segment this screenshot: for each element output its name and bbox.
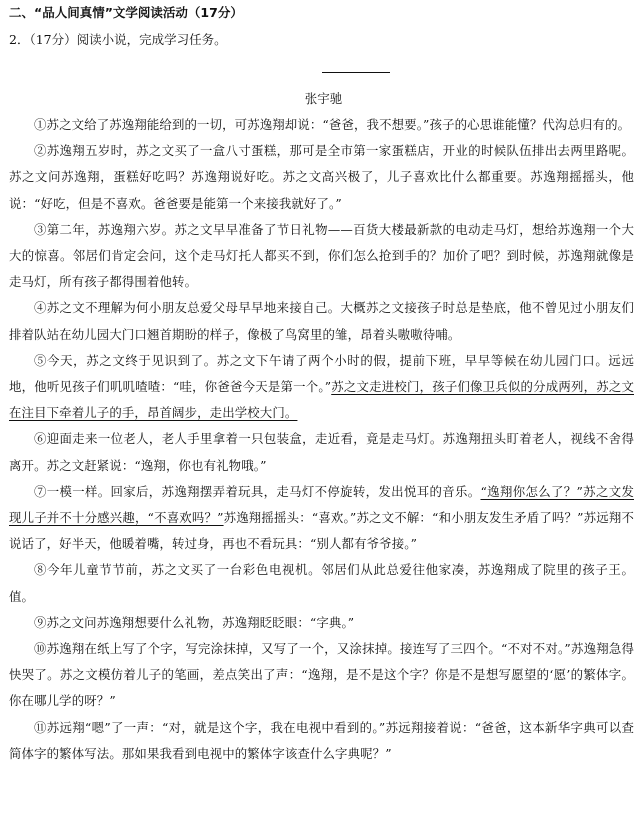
section-title: 二、“品人间真情”文学阅读活动（17分） bbox=[9, 5, 243, 20]
story-paragraph-6 bbox=[9, 426, 634, 478]
paragraph-text: ⑩苏逸翔在纸上写了个字，写完涂抹掉，又写了一个，又涂抹掉。接连写了三四个。“不对不对。”苏逸翔急得快哭了。苏之文模仿着儿子的笔画，差点笑出了声：“逸翔，是不是这个字？你是不是想写愿望的‘愿’的繁体字。你在哪儿学的呀？” bbox=[9, 641, 634, 709]
story-paragraph-2 bbox=[9, 138, 634, 217]
story-body bbox=[9, 112, 634, 767]
story-paragraph-4 bbox=[9, 295, 634, 347]
story-paragraph-3 bbox=[9, 217, 634, 296]
story-paragraph-5 bbox=[9, 348, 634, 427]
story-paragraph-10 bbox=[9, 636, 634, 715]
story-title-blank bbox=[322, 72, 390, 73]
story-paragraph-11 bbox=[9, 715, 634, 767]
paragraph-text: ⑦一模一样。回家后，苏逸翔摆弄着玩具，走马灯不停旋转，发出悦耳的音乐。 bbox=[34, 483, 481, 499]
underlined-sentence: 苏之文走进校门，孩子们像卫兵似的分成两列，苏之文在注目下牵着儿子的手，昂首阔步，走出学校大门。 bbox=[9, 379, 634, 421]
paragraph-text: ①苏之文给了苏逸翔能给到的一切，可苏逸翔却说：“爸爸，我不想要。”孩子的心思谁能懂？代沟总归有的。 bbox=[34, 117, 631, 132]
paragraph-text: 苏逸翔摇摇头：“喜欢。”苏之文不解：“和小朋友发生矛盾了吗？”苏远翔不说话了，好半天，他暖着嘴，转过身，再也不看玩具：“别人都有爷爷接。” bbox=[9, 510, 634, 552]
story-paragraph-7 bbox=[9, 479, 634, 558]
story-paragraph-8 bbox=[9, 557, 634, 609]
story-paragraph-1 bbox=[9, 112, 634, 138]
paragraph-text: ④苏之文不理解为何小朋友总爱父母早早地来接自己。大概苏之文接孩子时总是垫底，他不曾见过小朋友们排着队站在幼儿园大门口翘首期盼的样子，像极了鸟窝里的雏，昂着头嗷嗷待哺。 bbox=[9, 300, 634, 342]
paragraph-text: ⑤今天，苏之文终于见识到了。苏之文下午请了两个小时的假，提前下班，早早等候在幼儿园门口。远远地，他听见孩子们叽叽喳喳：“哇，你爸爸今天是第一个。” bbox=[9, 352, 634, 395]
question-prompt: 2．（17分）阅读小说，完成学习任务。 bbox=[9, 32, 227, 47]
paragraph-text: ⑥迎面走来一位老人，老人手里拿着一只包装盒，走近看，竟是走马灯。苏逸翔扭头盯着老人，视线不舍得离开。苏之文赶紧说：“逸翔，你也有礼物哦。” bbox=[9, 431, 634, 473]
paragraph-text: ③第二年，苏逸翔六岁。苏之文早早准备了节日礼物——百货大楼最新款的电动走马灯，想给苏逸翔一个大大的惊喜。邻居们肯定会问，这个走马灯托人都买不到，你们怎么抢到手的？加价了吧？到时候，苏逸翔就像是走马灯，所有孩子都得围着他转。 bbox=[9, 221, 634, 290]
paragraph-text: ②苏逸翔五岁时，苏之文买了一盒八寸蛋糕，那可是全市第一家蛋糕店，开业的时候队伍排出去两里路呢。苏之文问苏逸翔，蛋糕好吃吗？苏逸翔说好吃。苏之文高兴极了，儿子喜欢比什么都重要。苏逸翔摇摇头，他说：“好吃，但是不喜欢。爸爸要是能第一个来接我就好了。” bbox=[9, 143, 634, 211]
underlined-sentence: “逸翔你怎么了？”苏之文发现儿子并不十分感兴趣，“不喜欢吗？” bbox=[9, 483, 634, 526]
paragraph-text: ⑧今年儿童节节前，苏之文买了一台彩色电视机。邻居们从此总爱往他家凑，苏逸翔成了院里的孩子王。值。 bbox=[9, 562, 634, 604]
story-paragraph-9 bbox=[9, 610, 634, 636]
paragraph-text: ⑨苏之文问苏逸翔想要什么礼物，苏逸翔眨眨眼：“字典。” bbox=[34, 614, 355, 630]
paragraph-text: ⑪苏远翔“嗯”了一声：“对，就是这个字，我在电视中看到的。”苏远翔接着说：“爸爸，这本新华字典可以查简体字的繁体写法。那如果我看到电视中的繁体字该查什么字典呢？” bbox=[9, 719, 634, 761]
story-author: 张宇驰 bbox=[304, 91, 343, 106]
